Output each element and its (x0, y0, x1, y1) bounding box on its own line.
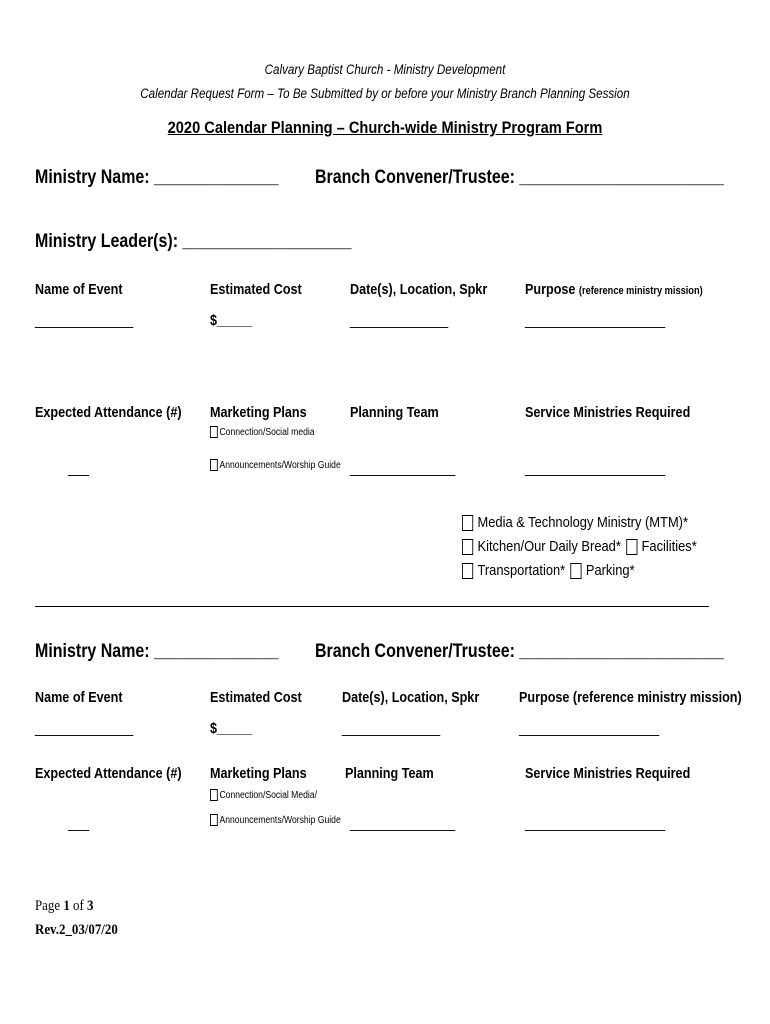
service-option-transport[interactable] (462, 562, 635, 579)
attendance-field[interactable]: ___ (68, 460, 90, 477)
marketing-option-announcements-label: Announcements/Worship Guide (219, 459, 341, 471)
col-service-ministries: Service Ministries Required (525, 404, 691, 421)
checkbox-icon[interactable] (210, 426, 218, 438)
org-line: Calvary Baptist Church - Ministry Development (264, 62, 506, 77)
service-option-parking-label: Parking* (585, 562, 635, 579)
section-divider (35, 606, 709, 607)
col-estimated-cost: Estimated Cost (210, 281, 302, 298)
convener-row-2 (315, 640, 724, 663)
col-dates-location-2: Date(s), Location, Spkr (342, 689, 480, 706)
of-word: of (72, 898, 84, 914)
purpose-label: Purpose (525, 281, 576, 298)
checkbox-icon[interactable] (210, 459, 218, 471)
leaders-field[interactable]: ___________________ (182, 230, 352, 252)
purpose-note: (reference ministry mission) (578, 285, 703, 297)
event-field[interactable]: ______________ (35, 312, 134, 329)
planning-team-field-2[interactable]: _______________ (350, 815, 456, 832)
marketing-option-social-2[interactable] (210, 789, 317, 801)
page-total: 3 (86, 898, 94, 914)
purpose-field-2[interactable]: ____________________ (519, 720, 660, 737)
col-purpose-2: Purpose (reference ministry mission) (519, 689, 742, 706)
ministry-name-label: Ministry Name: (35, 640, 150, 662)
checkbox-icon[interactable] (210, 789, 218, 801)
dates-field-2[interactable]: ______________ (342, 720, 441, 737)
checkbox-icon[interactable] (462, 515, 473, 531)
subtitle: Calendar Request Form – To Be Submitted by or before your Ministry Branch Planning Session (140, 86, 630, 101)
ministry-name-field[interactable]: ______________ (154, 166, 279, 188)
planning-team-field[interactable]: _______________ (350, 460, 456, 477)
ministry-name-row-1 (35, 166, 279, 189)
col-name-of-event: Name of Event (35, 281, 123, 298)
page-num: 1 (63, 898, 70, 914)
cost-field-2[interactable]: $_____ (210, 720, 253, 737)
ministry-name-field[interactable]: ______________ (154, 640, 279, 662)
col-service-ministries-2: Service Ministries Required (525, 765, 691, 782)
col-purpose (525, 281, 703, 298)
convener-label: Branch Convener/Trustee: (315, 166, 515, 188)
service-option-mtm[interactable] (462, 514, 688, 531)
cost-field[interactable]: $_____ (210, 312, 253, 329)
page-title: 2020 Calendar Planning – Church-wide Ministry Program Form (167, 118, 603, 137)
col-name-of-event-2: Name of Event (35, 689, 123, 706)
col-marketing-plans-2: Marketing Plans (210, 765, 307, 782)
dates-field[interactable]: ______________ (350, 312, 449, 329)
marketing-option-announcements-label: Announcements/Worship Guide (219, 814, 341, 826)
service-option-mtm-label: Media & Technology Ministry (MTM)* (477, 514, 689, 531)
leaders-row (35, 230, 351, 253)
purpose-field[interactable]: ____________________ (525, 312, 666, 329)
convener-row-1 (315, 166, 724, 189)
checkbox-icon[interactable] (570, 563, 581, 579)
service-option-facilities-label: Facilities* (641, 538, 697, 555)
checkbox-icon[interactable] (462, 563, 473, 579)
convener-field[interactable]: _______________________ (519, 166, 724, 188)
ministry-name-label: Ministry Name: (35, 166, 150, 188)
service-option-kitchen[interactable] (462, 538, 697, 555)
marketing-option-announcements-2[interactable] (210, 814, 341, 826)
attendance-field-2[interactable]: ___ (68, 815, 90, 832)
service-ministries-field[interactable]: ____________________ (525, 460, 666, 477)
leaders-label: Ministry Leader(s): (35, 230, 179, 252)
col-estimated-cost-2: Estimated Cost (210, 689, 302, 706)
col-marketing-plans: Marketing Plans (210, 404, 307, 421)
col-planning-team: Planning Team (350, 404, 439, 421)
checkbox-icon[interactable] (462, 539, 473, 555)
col-dates-location: Date(s), Location, Spkr (350, 281, 488, 298)
checkbox-icon[interactable] (626, 539, 637, 555)
ministry-name-row-2 (35, 640, 279, 663)
marketing-option-announcements[interactable] (210, 459, 341, 471)
convener-field[interactable]: _______________________ (519, 640, 724, 662)
col-expected-attendance-2: Expected Attendance (#) (35, 765, 182, 782)
revision-label: Rev.2_03/07/20 (35, 922, 118, 938)
col-expected-attendance: Expected Attendance (#) (35, 404, 182, 421)
subtitle-wrap (0, 86, 770, 101)
marketing-option-social-label: Connection/Social media (219, 426, 315, 438)
org-line-wrap (0, 62, 770, 77)
title-wrap (0, 118, 770, 138)
page-number (35, 898, 93, 915)
checkbox-icon[interactable] (210, 814, 218, 826)
marketing-option-social[interactable] (210, 426, 315, 438)
convener-label: Branch Convener/Trustee: (315, 640, 515, 662)
event-field-2[interactable]: ______________ (35, 720, 134, 737)
page-word: Page (35, 898, 61, 914)
service-option-transport-label: Transportation* (477, 562, 566, 579)
service-option-kitchen-label: Kitchen/Our Daily Bread* (477, 538, 621, 555)
col-planning-team-2: Planning Team (345, 765, 434, 782)
service-ministries-field-2[interactable]: ____________________ (525, 815, 666, 832)
marketing-option-social-label: Connection/Social Media/ (219, 789, 317, 801)
